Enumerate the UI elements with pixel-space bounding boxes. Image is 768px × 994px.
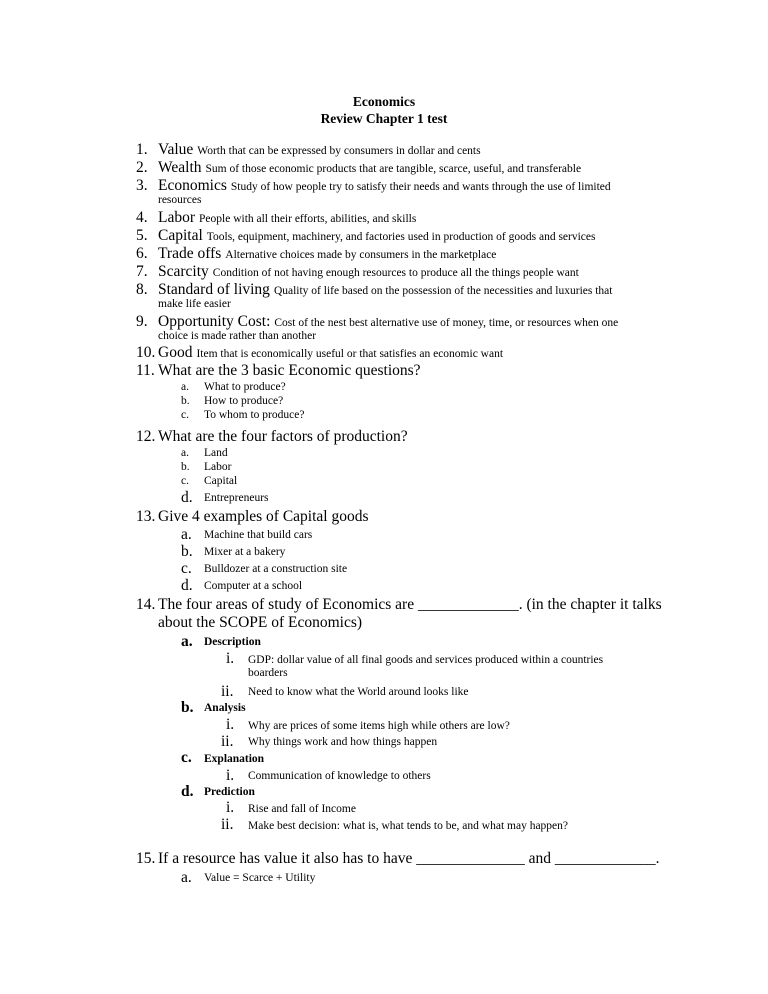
- definition-term: Economics: [158, 177, 227, 194]
- definition-item: [158, 142, 481, 158]
- sub-item: GDP: dollar value of all final goods and services produced within a countries: [248, 654, 604, 666]
- definition-text: Worth that can be expressed by consumers in dollar and cents: [197, 145, 481, 157]
- definition-text: Condition of not having enough resources to produce all the things people want: [212, 267, 579, 279]
- sub-marker: ii.: [221, 683, 234, 700]
- list-marker: a.: [181, 869, 192, 886]
- list-item: Entrepreneurs: [204, 492, 269, 504]
- area-title: Analysis: [204, 702, 246, 714]
- list-item: Computer at a school: [204, 580, 303, 592]
- question-text: What are the four factors of production?: [158, 428, 408, 445]
- area-title: Prediction: [204, 786, 255, 798]
- list-item: To whom to produce?: [204, 409, 305, 421]
- definition-item: [158, 160, 581, 176]
- definition-term: Value: [158, 141, 194, 158]
- definition-term: Standard of living: [158, 281, 270, 298]
- sub-item: Rise and fall of Income: [248, 803, 356, 815]
- list-marker: d.: [181, 489, 193, 506]
- definition-item: [158, 345, 503, 361]
- definition-text: Tools, equipment, machinery, and factories used in production of goods and services: [206, 231, 596, 243]
- list-item: What to produce?: [204, 381, 286, 393]
- definition-continuation: choice is made rather than another: [158, 330, 317, 342]
- definition-term: Labor: [158, 209, 196, 226]
- definition-text: Quality of life based on the possession of the necessities and luxuries that: [273, 285, 613, 297]
- list-marker: b.: [181, 461, 190, 473]
- question-text: What are the 3 basic Economic questions?: [158, 362, 421, 379]
- definition-number: 4.: [136, 209, 148, 226]
- sub-item: Why are prices of some items high while others are low?: [248, 720, 510, 732]
- sub-item: Communication of knowledge to others: [248, 770, 431, 782]
- definition-number: 7.: [136, 263, 148, 280]
- question-number: 12.: [136, 428, 156, 445]
- definition-text: Alternative choices made by consumers in the marketplace: [225, 249, 497, 261]
- definition-item: [158, 228, 596, 244]
- definition-number: 6.: [136, 245, 148, 262]
- list-item: Value = Scarce + Utility: [204, 872, 316, 884]
- definition-item: [158, 210, 416, 226]
- list-marker: a.: [181, 447, 189, 459]
- definition-number: 3.: [136, 177, 148, 194]
- question-text: The four areas of study of Economics are _____________. (in the chapter it talks: [158, 596, 662, 613]
- list-item: How to produce?: [204, 395, 284, 407]
- sub-item: Make best decision: what is, what tends to be, and what may happen?: [248, 820, 569, 832]
- definition-term: Scarcity: [158, 263, 209, 280]
- question-text: If a resource has value it also has to have ______________ and _____________.: [158, 850, 660, 867]
- definition-term: Wealth: [158, 159, 202, 176]
- definition-text: Sum of those economic products that are tangible, scarce, useful, and transferable: [205, 163, 582, 175]
- list-marker: a.: [181, 526, 192, 543]
- question-number: 15.: [136, 850, 156, 867]
- list-item: Capital: [204, 475, 238, 487]
- list-item: Bulldozer at a construction site: [204, 563, 348, 575]
- question-text: Give 4 examples of Capital goods: [158, 508, 369, 525]
- list-item: Mixer at a bakery: [204, 546, 286, 558]
- definition-text: Study of how people try to satisfy their needs and wants through the use of limited: [230, 181, 611, 193]
- area-title: Description: [204, 636, 261, 648]
- question-number: 13.: [136, 508, 156, 525]
- definition-number: 1.: [136, 141, 148, 158]
- definition-text: Cost of the nest best alternative use of money, time, or resources when one: [274, 317, 619, 329]
- area-marker: b.: [181, 699, 194, 716]
- definition-term: Good: [158, 344, 193, 361]
- sub-marker: ii.: [221, 816, 234, 833]
- sub-marker: i.: [226, 650, 235, 667]
- definition-continuation: resources: [158, 194, 202, 206]
- list-item: Labor: [204, 461, 232, 473]
- area-marker: c.: [181, 749, 192, 766]
- sub-marker: i.: [226, 767, 235, 784]
- sub-item: Why things work and how things happen: [248, 736, 438, 748]
- definition-item: [158, 178, 611, 194]
- question-text-continuation: about the SCOPE of Economics): [158, 614, 363, 631]
- definition-term: Capital: [158, 227, 203, 244]
- document-subtitle: Review Chapter 1 test: [320, 111, 448, 126]
- document-title: Economics: [352, 94, 416, 109]
- definition-text: Item that is economically useful or that satisfies an economic want: [196, 348, 504, 360]
- list-marker: d.: [181, 577, 193, 594]
- sub-marker: i.: [226, 716, 235, 733]
- definition-number: 2.: [136, 159, 148, 176]
- definition-item: [158, 314, 618, 330]
- question-number: 11.: [136, 362, 155, 379]
- definition-term: Opportunity Cost:: [158, 313, 271, 330]
- definition-item: [158, 282, 612, 298]
- area-marker: d.: [181, 783, 194, 800]
- list-marker: c.: [181, 560, 192, 577]
- definition-number: 8.: [136, 281, 148, 298]
- sub-item-continuation: boarders: [248, 667, 288, 679]
- list-item: Machine that build cars: [204, 529, 313, 541]
- list-item: Land: [204, 447, 228, 459]
- list-marker: c.: [181, 475, 189, 487]
- list-marker: b.: [181, 395, 190, 407]
- list-marker: b.: [181, 543, 193, 560]
- area-title: Explanation: [204, 753, 265, 765]
- definition-item: [158, 264, 579, 280]
- list-marker: c.: [181, 409, 189, 421]
- definition-number: 9.: [136, 313, 148, 330]
- definition-number: 5.: [136, 227, 148, 244]
- definition-continuation: make life easier: [158, 298, 231, 310]
- definition-item: [158, 246, 496, 262]
- sub-marker: i.: [226, 799, 235, 816]
- area-marker: a.: [181, 633, 193, 650]
- definition-number: 10.: [136, 344, 156, 361]
- sub-marker: ii.: [221, 733, 234, 750]
- question-number: 14.: [136, 596, 156, 613]
- sub-item: Need to know what the World around looks like: [248, 686, 469, 698]
- list-marker: a.: [181, 381, 189, 393]
- definition-term: Trade offs: [158, 245, 222, 262]
- definition-text: People with all their efforts, abilities, and skills: [199, 213, 417, 225]
